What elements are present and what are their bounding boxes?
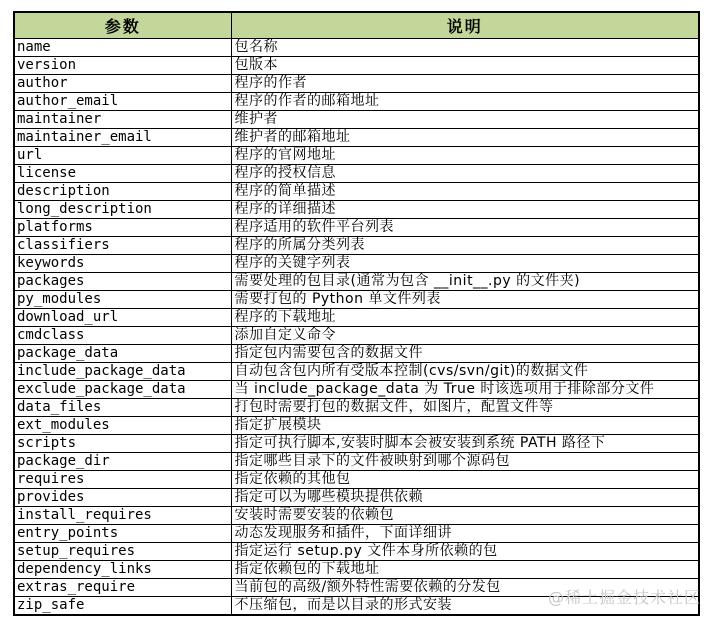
param-name-cell: data_files <box>14 399 231 417</box>
table-row <box>14 201 699 219</box>
param-desc-cell: 维护者的邮箱地址 <box>231 129 699 147</box>
param-name-cell: packages <box>14 273 231 291</box>
param-desc-cell: 当 include_package_data 为 True 时该选项用于排除部分文件 <box>231 381 699 399</box>
table-body <box>14 39 699 616</box>
param-desc-cell: 程序的官网地址 <box>231 147 699 165</box>
table-row <box>14 39 699 57</box>
table-row <box>14 129 699 147</box>
param-desc-cell: 指定运行 setup.py 文件本身所依赖的包 <box>231 543 699 561</box>
param-desc-cell: 动态发现服务和插件，下面详细讲 <box>231 525 699 543</box>
table-row <box>14 363 699 381</box>
header-row <box>14 12 699 39</box>
header-cell-param: 参数 <box>14 12 231 39</box>
table-row <box>14 345 699 363</box>
param-name-cell: cmdclass <box>14 327 231 345</box>
param-desc-cell: 指定哪些目录下的文件被映射到哪个源码包 <box>231 453 699 471</box>
param-name-cell: ext_modules <box>14 417 231 435</box>
table-row <box>14 453 699 471</box>
param-desc-cell: 指定扩展模块 <box>231 417 699 435</box>
table-row <box>14 561 699 579</box>
parameters-table <box>13 11 700 616</box>
table-row <box>14 579 699 597</box>
param-desc-cell: 打包时需要打包的数据文件，如图片，配置文件等 <box>231 399 699 417</box>
param-name-cell: requires <box>14 471 231 489</box>
table-row <box>14 381 699 399</box>
table-row <box>14 273 699 291</box>
param-desc-cell: 需要处理的包目录(通常为包含 __init__.py 的文件夹) <box>231 273 699 291</box>
param-desc-cell: 指定包内需要包含的数据文件 <box>231 345 699 363</box>
param-desc-cell: 需要打包的 Python 单文件列表 <box>231 291 699 309</box>
param-name-cell: package_dir <box>14 453 231 471</box>
param-name-cell: entry_points <box>14 525 231 543</box>
param-name-cell: platforms <box>14 219 231 237</box>
table-row <box>14 57 699 75</box>
param-name-cell: maintainer_email <box>14 129 231 147</box>
param-name-cell: package_data <box>14 345 231 363</box>
table-row <box>14 417 699 435</box>
param-desc-cell: 程序的作者的邮箱地址 <box>231 93 699 111</box>
param-desc-cell: 指定依赖包的下载地址 <box>231 561 699 579</box>
param-desc-cell: 当前包的高级/额外特性需要依赖的分发包 <box>231 579 699 597</box>
table-row <box>14 291 699 309</box>
table-row <box>14 543 699 561</box>
param-name-cell: name <box>14 39 231 57</box>
param-name-cell: classifiers <box>14 237 231 255</box>
param-desc-cell: 安装时需要安装的依赖包 <box>231 507 699 525</box>
param-desc-cell: 不压缩包，而是以目录的形式安装 <box>231 597 699 616</box>
param-desc-cell: 程序的下载地址 <box>231 309 699 327</box>
param-name-cell: zip_safe <box>14 597 231 616</box>
table-row <box>14 525 699 543</box>
table-row <box>14 111 699 129</box>
table-row <box>14 75 699 93</box>
table-row <box>14 237 699 255</box>
table-row <box>14 219 699 237</box>
param-name-cell: setup_requires <box>14 543 231 561</box>
param-name-cell: description <box>14 183 231 201</box>
param-desc-cell: 程序的授权信息 <box>231 165 699 183</box>
param-name-cell: keywords <box>14 255 231 273</box>
param-desc-cell: 程序的简单描述 <box>231 183 699 201</box>
param-desc-cell: 指定可以为哪些模块提供依赖 <box>231 489 699 507</box>
param-desc-cell: 包版本 <box>231 57 699 75</box>
table-row <box>14 597 699 616</box>
table-row <box>14 327 699 345</box>
table-row <box>14 435 699 453</box>
param-desc-cell: 包名称 <box>231 39 699 57</box>
param-name-cell: extras_require <box>14 579 231 597</box>
param-desc-cell: 程序的详细描述 <box>231 201 699 219</box>
table-row <box>14 471 699 489</box>
param-desc-cell: 维护者 <box>231 111 699 129</box>
site-watermark: @稀土掘金技术社区 <box>547 588 701 607</box>
table-row <box>14 489 699 507</box>
param-desc-cell: 添加自定义命令 <box>231 327 699 345</box>
param-desc-cell: 指定可执行脚本,安装时脚本会被安装到系统 PATH 路径下 <box>231 435 699 453</box>
param-desc-cell: 自动包含包内所有受版本控制(cvs/svn/git)的数据文件 <box>231 363 699 381</box>
param-name-cell: download_url <box>14 309 231 327</box>
table-row <box>14 507 699 525</box>
param-name-cell: version <box>14 57 231 75</box>
param-desc-cell: 指定依赖的其他包 <box>231 471 699 489</box>
param-name-cell: exclude_package_data <box>14 381 231 399</box>
parameters-table-container <box>13 11 700 616</box>
table-row <box>14 165 699 183</box>
param-desc-cell: 程序适用的软件平台列表 <box>231 219 699 237</box>
table-header <box>14 12 699 39</box>
table-row <box>14 93 699 111</box>
table-row <box>14 183 699 201</box>
param-name-cell: license <box>14 165 231 183</box>
table-row <box>14 255 699 273</box>
param-desc-cell: 程序的关键字列表 <box>231 255 699 273</box>
param-desc-cell: 程序的作者 <box>231 75 699 93</box>
param-name-cell: author <box>14 75 231 93</box>
param-name-cell: provides <box>14 489 231 507</box>
param-name-cell: url <box>14 147 231 165</box>
table-row <box>14 309 699 327</box>
header-cell-desc: 说明 <box>231 12 699 39</box>
param-name-cell: dependency_links <box>14 561 231 579</box>
param-name-cell: maintainer <box>14 111 231 129</box>
param-name-cell: author_email <box>14 93 231 111</box>
param-name-cell: include_package_data <box>14 363 231 381</box>
param-name-cell: scripts <box>14 435 231 453</box>
param-desc-cell: 程序的所属分类列表 <box>231 237 699 255</box>
param-name-cell: py_modules <box>14 291 231 309</box>
table-row <box>14 399 699 417</box>
param-name-cell: long_description <box>14 201 231 219</box>
param-name-cell: install_requires <box>14 507 231 525</box>
table-row <box>14 147 699 165</box>
